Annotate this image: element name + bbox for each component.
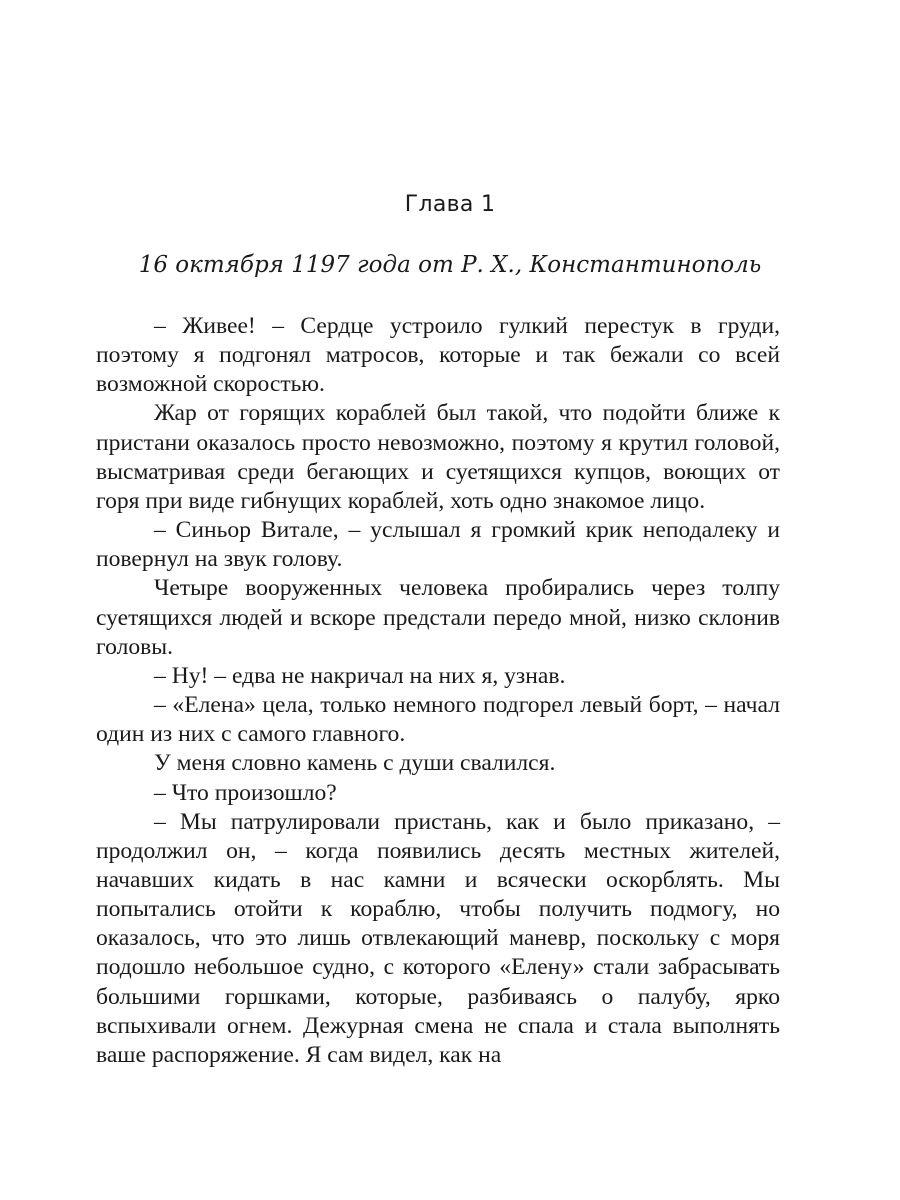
paragraph: – «Елена» цела, только немного подгорел левый борт, – начал один из них с самого главного. [96,692,780,748]
paragraph: Четыре вооруженных человека пробирались через толпу суетящихся людей и вскоре предстали передо мной, низко склонив головы. [96,575,780,660]
paragraph: – Что произошло? [154,779,337,806]
paragraph: У меня словно камень с души свалился. [154,750,556,777]
paragraph: – Синьор Витале, – услышал я громкий крик неподалеку и повернул на звук голову. [96,517,780,573]
paragraph: Жар от горящих кораблей был такой, что подойти ближе к пристани оказалось просто невозможно, поэтому я крутил головой, высматривая среди бегающих и суетящихся купцов, воющих от горя при виде гибнущих кораблей, хоть одно знакомое лицо. [96,400,780,514]
chapter-date-place: 16 октября 1197 года от Р. Х., Константинополь [138,252,762,278]
paragraph: – Мы патрулировали пристань, как и было приказано, – продолжил он, – когда появились десять местных жителей, начавших кидать в нас камни и всячески оскорблять. Мы попытались отойти к кораблю, чтобы получить подмогу, но оказалось, что это лишь отвлекающий маневр, поскольку с моря подошло небольшое судно, с которого «Елену» стали забрасывать большими горшками, которые, разбиваясь о палубу, ярко вспыхивали огнем. Дежурная смена не спала и стала выполнять ваше распоряжение. Я сам видел, как на [96,808,780,1068]
paragraph: – Ну! – едва не накричал на них я, узнав. [154,662,566,689]
paragraph: – Живее! – Сердце устроило гулкий перестук в груди, поэтому я подгонял матросов, которые и так бежали со всей возможной скоростью. [96,313,780,398]
chapter-body [96,312,780,1070]
chapter-title: Глава 1 [404,192,496,217]
